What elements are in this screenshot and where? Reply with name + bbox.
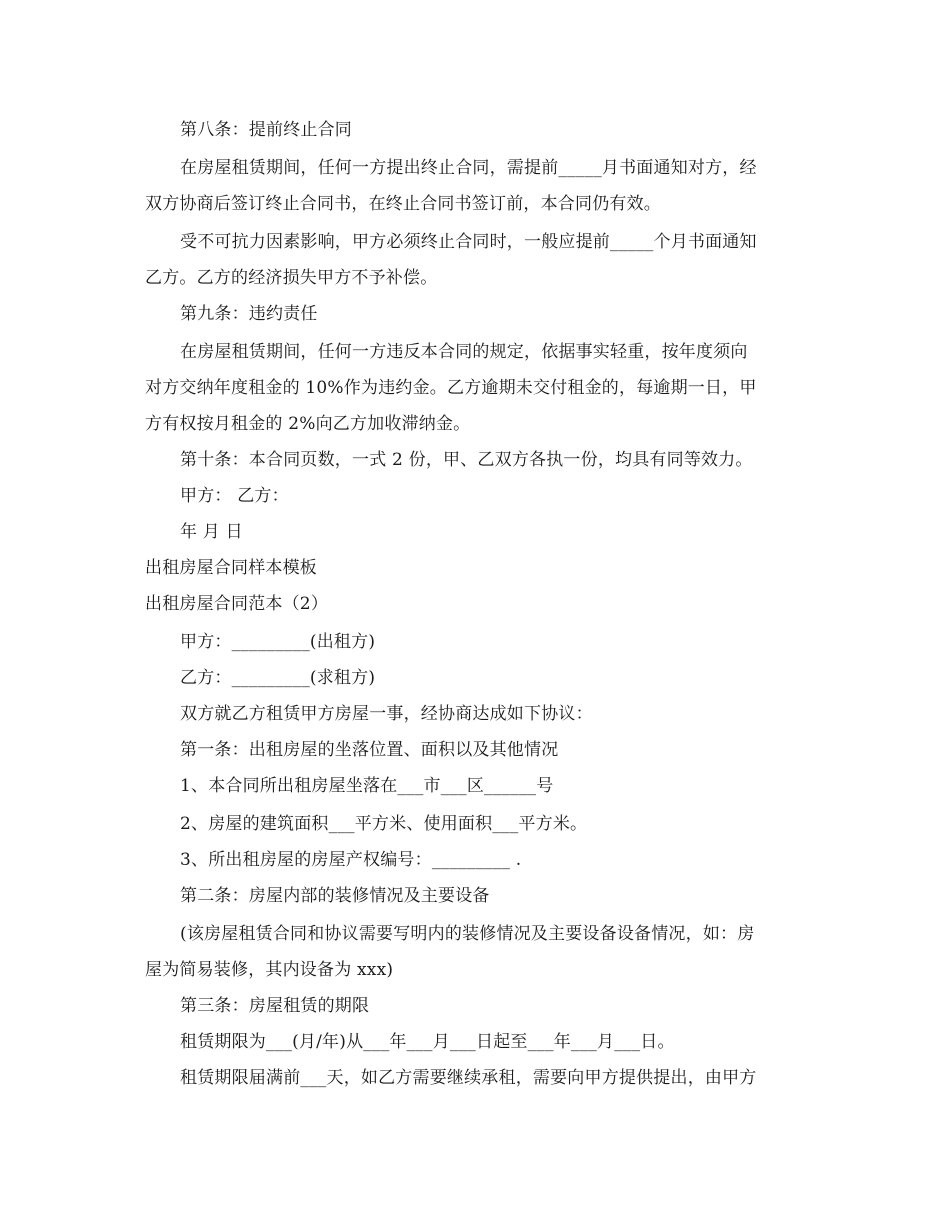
paragraph-line: 对方交纳年度租金的 10%作为违约金。乙方逾期未交付租金的，每逾期一日，甲 [145,378,757,398]
list-item: 1、本合同所出租房屋坐落在___市___区______号 [180,776,554,796]
paragraph-line: 在房屋租赁期间，任何一方提出终止合同，需提前_____月书面通知对方，经 [180,158,757,178]
paragraph-line: 租赁期限为___(月/年)从___年___月___日起至___年___月___日。 [180,1032,675,1052]
list-item: 2、房屋的建筑面积___平方米、使用面积___平方米。 [180,814,588,834]
party-a-line: 甲方：_________(出租方) [180,632,376,652]
paragraph-line: (该房屋租赁合同和协议需要写明内的装修情况及主要设备设备情况，如：房 [180,924,755,944]
party-b-line: 乙方：_________(求租方) [180,668,376,688]
paragraph-line: 方有权按月租金的 2%向乙方加收滞纳金。 [145,414,471,434]
section-heading-1: 第一条：出租房屋的坐落位置、面积以及其他情况 [180,740,559,760]
section-heading-9: 第九条：违约责任 [180,304,318,324]
paragraph-line: 在房屋租赁期间，任何一方违反本合同的规定，依据事实轻重，按年度须向 [180,342,748,362]
section-heading-8: 第八条：提前终止合同 [180,120,352,140]
paragraph-line: 双方协商后签订终止合同书，在终止合同书签订前，本合同仍有效。 [145,194,661,214]
signature-line: 甲方： 乙方： [180,486,289,506]
section-heading-2: 第二条：房屋内部的装修情况及主要设备 [180,886,490,906]
section-heading-10: 第十条：本合同页数，一式 2 份，甲、乙双方各执一份，均具有同等效力。 [180,450,753,470]
date-line: 年 月 日 [180,522,243,542]
paragraph-line: 乙方。乙方的经济损失甲方不予补偿。 [145,268,438,288]
paragraph-line: 双方就乙方租赁甲方房屋一事，经协商达成如下协议： [180,704,593,724]
list-item: 3、所出租房屋的房屋产权编号：_________ . [180,850,522,870]
paragraph-line: 租赁期限届满前___天，如乙方需要继续承租，需要向甲方提供提出，由甲方 [180,1068,757,1088]
paragraph-line: 屋为简易装修，其内设备为 xxx) [145,960,394,980]
section-heading-3: 第三条：房屋租赁的期限 [180,996,370,1016]
paragraph-line: 受不可抗力因素影响，甲方必须终止合同时，一般应提前_____个月书面通知 [180,232,757,252]
document-title: 出租房屋合同样本模板 [145,558,317,578]
document-subtitle: 出租房屋合同范本（2） [145,594,329,614]
